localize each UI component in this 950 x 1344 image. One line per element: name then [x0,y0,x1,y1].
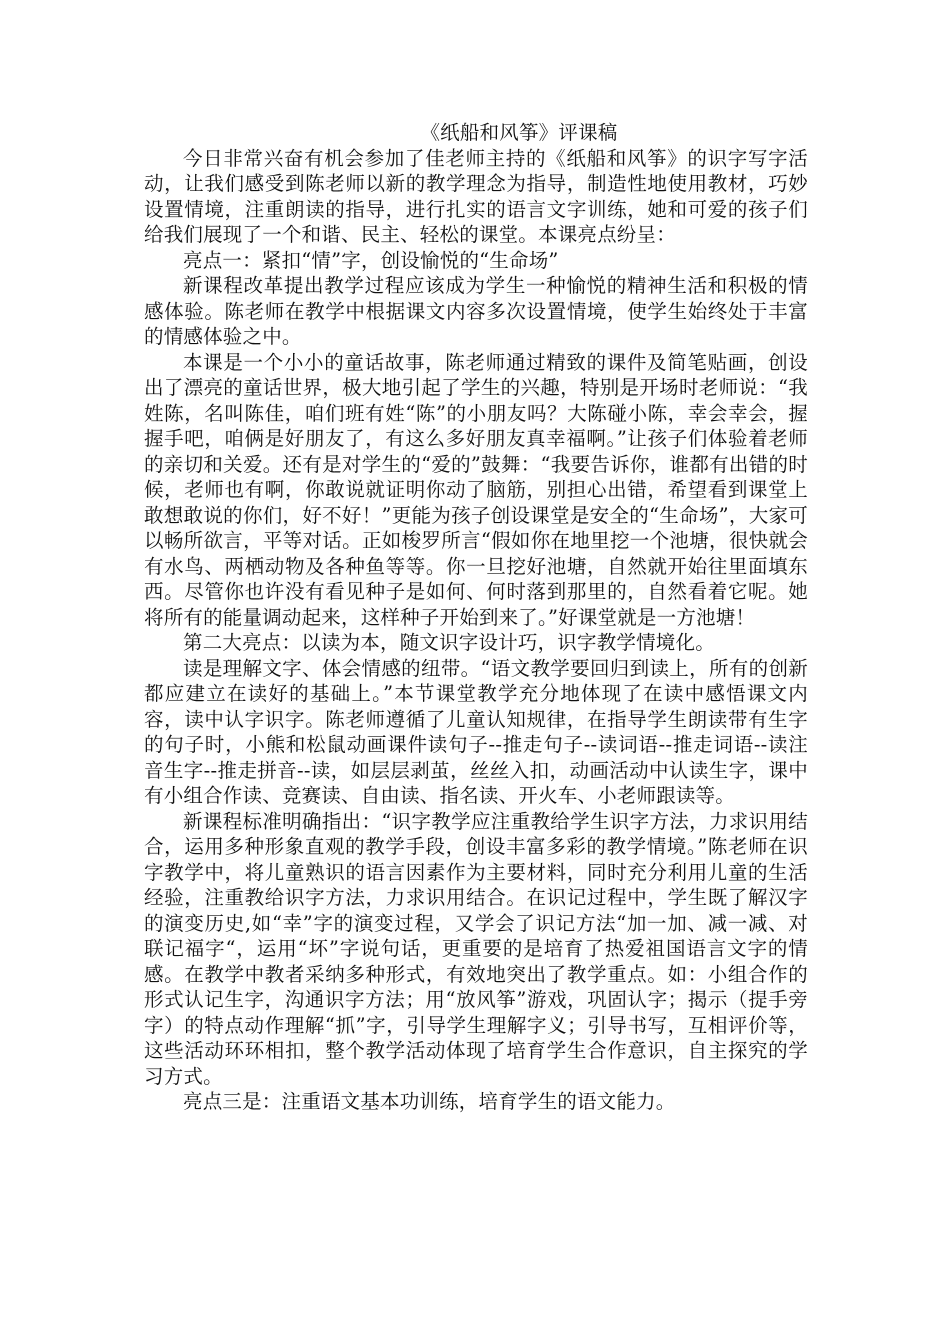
paragraph-intro: 今日非常兴奋有机会参加了佳老师主持的《纸船和风筝》的识字写字活动，让我们感受到陈老师以新的教学理念为指导，制造性地使用教材，巧妙设置情境，注重朗读的指导，进行扎实的语言文字训练，她和可爱的孩子们给我们展现了一个和谐、民主、轻松的课堂。本课亮点纷呈： [144,146,808,246]
heading-highlight-three: 亮点三是：注重语文基本功训练，培育学生的语文能力。 [183,1090,676,1113]
document-title: 《纸船和风筝》评课稿 [420,121,618,144]
paragraph-reading: 读是理解文字、体会情感的纽带。“语文教学要回归到读上，所有的创新都应建立在读好的基础上。”本节课堂教学充分地体现了在读中感悟课文内容，读中认字识字。陈老师遵循了儿童认知规律，在指导学生朗读带有生字的句子时，小熊和松鼠动画课件读句子--推走句子--读词语--推走词语--读注音生字--推走拼音--读，如层层剥茧，丝丝入扣，动画活动中认读生字，课中有小组合作读、竞赛读、自由读、指名读、开火车、小老师跟读等。 [144,656,808,807]
paragraph-literacy-standard: 新课程标准明确指出：“识字教学应注重教给学生识字方法，力求识用结合，运用多种形象直观的教学手段，创设丰富多彩的教学情境。”陈老师在识字教学中，将儿童熟识的语言因素作为主要材料，同时充分利用儿童的生活经验，注重教给识字方法，力求识用结合。在识记过程中，学生既了解汉字的演变历史,如“幸”字的演变过程，又学会了识记方法“加一加、减一减、对联记福字“，运用“坏”字说句话，更重要的是培育了热爱祖国语言文字的情感。在教学中教者采纳多种形式，有效地突出了教学重点。如：小组合作的形式认记生字，沟通识字方法；用“放风筝”游戏，巩固认字；揭示（提手旁字）的特点动作理解“抓”字，引导学生理解字义；引导书写，互相评价等，这些活动环环相扣，整个教学活动体现了培育学生合作意识，自主探究的学习方式。 [144,809,808,1088]
paragraph-curriculum-reform: 新课程改革提出教学过程应该成为学生一种愉悦的精神生活和积极的情感体验。陈老师在教学中根据课文内容多次设置情境，使学生始终处于丰富的情感体验之中。 [144,274,808,348]
paragraph-fairy-tale: 本课是一个小小的童话故事，陈老师通过精致的课件及简笔贴画，创设出了漂亮的童话世界，极大地引起了学生的兴趣，特别是开场时老师说：“我姓陈，名叫陈佳，咱们班有姓“陈”的小朋友吗？大陈碰小陈，幸会幸会，握握手吧，咱俩是好朋友了，有这么多好朋友真幸福啊。”让孩子们体验着老师的亲切和关爱。还有是对学生的“爱的”鼓舞：“我要告诉你，谁都有出错的时候，老师也有啊，你敢说就证明你动了脑筋，别担心出错，希望看到课堂上敢想敢说的你们，好不好！”更能为孩子创设课堂是安全的“生命场”，大家可以畅所欲言，平等对话。正如梭罗所言“假如你在地里挖一个池塘，很快就会有水鸟、两栖动物及各种鱼等等。你一旦挖好池塘，自然就开始往里面填东西。尽管你也许没有看见种子是如何、何时落到那里的，自然看着它呢。她将所有的能量调动起来，这样种子开始到来了。”好课堂就是一方池塘！ [144,350,808,629]
heading-highlight-two: 第二大亮点：以读为本，随文识字设计巧，识字教学情境化。 [183,631,715,654]
heading-highlight-one: 亮点一：紧扣“情”字，创设愉悦的“生命场” [183,248,559,272]
document-body [144,120,808,1115]
